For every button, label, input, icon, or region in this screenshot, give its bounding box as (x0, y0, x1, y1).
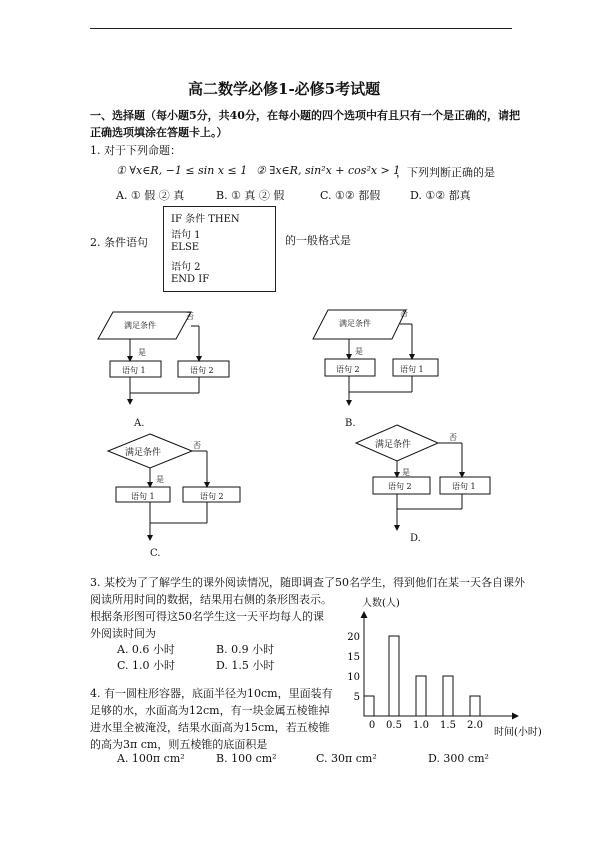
flowchart-d-stmt1-label: 语句 1 (452, 482, 476, 491)
q1-option-d[interactable]: D. ①② 都真 (410, 189, 471, 202)
q4-line: 的高为3π cm，则五棱锥的底面积是 (90, 738, 268, 751)
q3-option-b[interactable]: B. 0.9 小时 (216, 643, 275, 656)
flowchart-b-yes-label: 是 (355, 347, 363, 356)
flowchart-a-cond-label: 满足条件 (124, 321, 156, 330)
q3-line: 外阅读时间为 (90, 627, 156, 640)
flowchart-b (313, 310, 438, 405)
x-tick-label: 1.0 (413, 720, 429, 731)
flowchart-a-no-label: 否 (186, 312, 194, 321)
x-tick-label: 0 (368, 720, 376, 731)
flowchart-a-stmt2-label: 语句 2 (190, 366, 214, 375)
code-line: 语句 1 (171, 230, 201, 241)
flowchart-a (98, 312, 229, 404)
flowchart-c-no-label: 否 (193, 441, 201, 450)
flowchart-a-label: A. (134, 418, 145, 429)
q4-option-d[interactable]: D. 300 cm² (428, 752, 489, 765)
flowchart-a-yes-label: 是 (138, 348, 146, 357)
flowchart-c-stmt2-label: 语句 2 (200, 492, 224, 501)
q3-option-a[interactable]: A. 0.6 小时 (117, 643, 175, 656)
flowchart-d-label: D. (410, 533, 421, 544)
y-tick-label: 15 (347, 652, 360, 663)
q1-option-c[interactable]: C. ①② 都假 (320, 189, 381, 202)
section1-line2: 正确选项填涂在答题卡上。） (90, 126, 228, 139)
q2-stem: 2. 条件语句 (90, 236, 148, 249)
code-line: IF 条件 THEN (171, 214, 240, 225)
flowchart-b-stmt1-label: 语句 1 (400, 365, 424, 374)
q4-option-b[interactable]: B. 100 cm² (216, 752, 277, 765)
x-tick-label: 1.5 (440, 720, 456, 731)
q4-option-c[interactable]: C. 30π cm² (316, 752, 377, 765)
flowchart-a-stmt1-label: 语句 1 (122, 366, 146, 375)
q1-option-a[interactable]: A. ① 假 ② 真 (116, 189, 185, 202)
q1-tail: ，下列判断正确的是 (396, 166, 495, 179)
q4-line: 足够的水，水面高为12cm，有一块金属五棱锥掉 (90, 704, 330, 717)
section1-line1: 一、选择题（每小题5分，共40分，在每小题的四个选项中有且只有一个是正确的，请把 (90, 109, 520, 122)
y-axis-label: 人数(人) (362, 598, 400, 609)
flowchart-b-label: B. (345, 418, 356, 429)
y-tick-label: 5 (353, 692, 360, 703)
q3-line: 根据条形图可得这50名学生这一天平均每人的课 (90, 610, 324, 623)
flowchart-c-stmt1-label: 语句 1 (131, 492, 155, 501)
y-tick-label: 10 (347, 672, 360, 683)
flowchart-c-cond-label: 满足条件 (125, 448, 162, 458)
q3-option-d[interactable]: D. 1.5 小时 (216, 659, 275, 672)
flowchart-b-stmt2-label: 语句 2 (336, 365, 360, 374)
q2-tail: 的一般格式是 (285, 234, 351, 247)
code-line: ELSE (171, 242, 200, 253)
flowchart-d-cond-label: 满足条件 (375, 440, 412, 450)
q3-line: 3. 某校为了了解学生的课外阅读情况，随即调查了50名学生，得到他们在某一天各自课外 (90, 576, 525, 589)
flowchart-d-yes-label: 是 (402, 468, 410, 477)
q1-stem: 1. 对于下列命题： (90, 144, 181, 157)
q1-option-b[interactable]: B. ① 真 ② 假 (216, 189, 285, 202)
flowchart-c-yes-label: 是 (156, 475, 164, 484)
q4-line: 进水里全被淹没，结果水面高为15cm，若五棱锥 (90, 721, 330, 734)
flowchart-d-no-label: 否 (449, 433, 457, 442)
q1-prop2: ② ∃x∈R, sin²x + cos²x > 1 (256, 164, 401, 177)
flowchart-d-stmt2-label: 语句 2 (388, 482, 412, 491)
q4-line: 4. 有一圆柱形容器，底面半径为10cm，里面装有 (90, 687, 333, 700)
flowchart-c-label: C. (150, 548, 161, 559)
x-axis-label: 时间(小时) (494, 727, 542, 738)
y-tick-label: 20 (347, 632, 360, 643)
x-tick-label: 0.5 (386, 720, 402, 731)
code-line: 语句 2 (171, 262, 201, 273)
flowchart-b-cond-label: 满足条件 (339, 319, 371, 328)
q1-prop1: ① ∀x∈R, −1 ≤ sin x ≤ 1 (116, 164, 248, 177)
x-tick-label: 2.0 (467, 720, 483, 731)
flowchart-b-no-label: 否 (400, 309, 408, 318)
q4-option-a[interactable]: A. 100π cm² (117, 752, 185, 765)
page-title: 高二数学必修1-必修5考试题 (188, 80, 381, 98)
q3-line: 阅读所用时间的数据，结果用右侧的条形图表示。 (90, 593, 332, 606)
q3-option-c[interactable]: C. 1.0 小时 (117, 659, 176, 672)
code-line: END IF (171, 274, 210, 285)
